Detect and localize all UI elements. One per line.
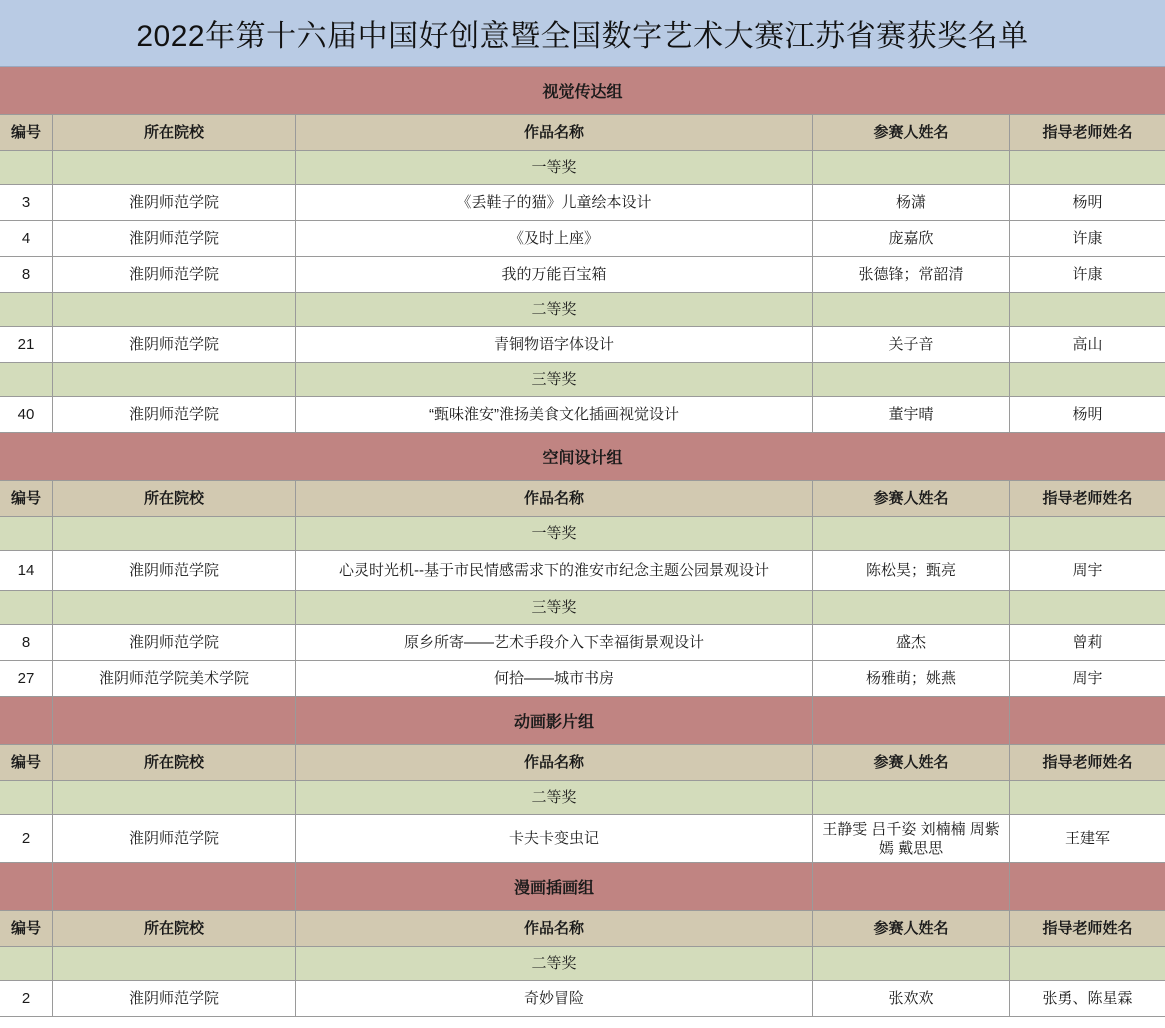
table-row — [0, 661, 1165, 697]
cell-work-title: 心灵时光机--基于市民情感需求下的淮安市纪念主题公园景观设计 — [296, 551, 813, 590]
prize-empty-cell — [0, 151, 53, 184]
header-teacher: 指导老师姓名 — [1042, 919, 1133, 937]
prize-level-label: 二等奖 — [296, 293, 813, 326]
prize-empty-cell — [53, 363, 296, 396]
header-work-title: 作品名称 — [296, 745, 813, 780]
header-work-title: 作品名称 — [296, 115, 813, 150]
column-header-row — [0, 745, 1165, 781]
header-school: 所在院校 — [53, 115, 296, 150]
table-row — [0, 327, 1165, 363]
cell-entrant: 张欢欢 — [813, 981, 1010, 1016]
cell-number: 2 — [0, 815, 53, 862]
cell-entrant: 盛杰 — [813, 625, 1010, 660]
prize-level-row — [0, 293, 1165, 327]
prize-empty-cell — [1010, 947, 1165, 980]
prize-level-row — [0, 781, 1165, 815]
cell-number: 14 — [0, 551, 53, 590]
cell-work-title: 《及时上座》 — [296, 221, 813, 256]
cell-school: 淮阴师范学院 — [53, 221, 296, 256]
prize-empty-cell — [1010, 517, 1165, 550]
cell-teacher: 杨明 — [1072, 406, 1103, 423]
cell-entrant: 杨潇 — [813, 185, 1010, 220]
prize-empty-cell — [813, 781, 1010, 814]
award-table — [0, 67, 1165, 1017]
prize-empty-cell — [0, 781, 53, 814]
prize-empty-cell — [1010, 781, 1165, 814]
page-title: 2022年第十六届中国好创意暨全国数字艺术大赛江苏省赛获奖名单 — [0, 0, 1165, 67]
group-title: 漫画插画组 — [296, 863, 813, 910]
table-row — [0, 221, 1165, 257]
cell-entrant: 董宇晴 — [813, 397, 1010, 432]
cell-entrant: 张德锋；常韶清 — [813, 257, 1010, 292]
group-title: 动画影片组 — [296, 697, 813, 744]
prize-empty-cell — [53, 591, 296, 624]
cell-number: 27 — [0, 661, 53, 696]
table-row — [0, 815, 1165, 863]
prize-level-row — [0, 517, 1165, 551]
cell-teacher: 曾莉 — [1072, 634, 1103, 651]
table-row — [0, 625, 1165, 661]
prize-empty-cell — [53, 293, 296, 326]
cell-school: 淮阴师范学院 — [53, 551, 296, 590]
cell-teacher: 杨明 — [1072, 194, 1103, 211]
cell-entrant: 关子音 — [813, 327, 1010, 362]
header-teacher: 指导老师姓名 — [1042, 123, 1133, 141]
column-header-row — [0, 481, 1165, 517]
prize-empty-cell — [0, 947, 53, 980]
cell-teacher: 王建军 — [1064, 830, 1110, 847]
group-band-cell — [53, 863, 296, 910]
prize-level-label: 二等奖 — [296, 947, 813, 980]
cell-number: 21 — [0, 327, 53, 362]
cell-work-title: 卡夫卡变虫记 — [296, 815, 813, 862]
cell-entrant: 庞嘉欣 — [813, 221, 1010, 256]
cell-school: 淮阴师范学院 — [53, 625, 296, 660]
prize-empty-cell — [813, 591, 1010, 624]
prize-level-row — [0, 947, 1165, 981]
prize-level-label: 一等奖 — [296, 151, 813, 184]
group-title-band — [0, 697, 1165, 745]
header-number: 编号 — [0, 745, 53, 780]
prize-empty-cell — [53, 151, 296, 184]
prize-level-label: 二等奖 — [296, 781, 813, 814]
cell-number: 8 — [0, 625, 53, 660]
prize-empty-cell — [1010, 591, 1165, 624]
prize-level-row — [0, 591, 1165, 625]
prize-level-label: 三等奖 — [296, 591, 813, 624]
cell-number: 3 — [0, 185, 53, 220]
group-band-cell — [1010, 697, 1165, 744]
prize-level-label: 三等奖 — [296, 363, 813, 396]
group-band-cell — [1010, 863, 1165, 910]
header-entrant: 参赛人姓名 — [813, 481, 1010, 516]
prize-empty-cell — [1010, 363, 1165, 396]
cell-teacher: 许康 — [1072, 230, 1103, 247]
prize-empty-cell — [813, 363, 1010, 396]
cell-work-title: 奇妙冒险 — [296, 981, 813, 1016]
cell-school: 淮阴师范学院 — [53, 815, 296, 862]
column-header-row — [0, 115, 1165, 151]
group-band-cell — [53, 697, 296, 744]
cell-number: 8 — [0, 257, 53, 292]
group-band-cell — [0, 697, 53, 744]
prize-level-label: 一等奖 — [296, 517, 813, 550]
cell-number: 40 — [0, 397, 53, 432]
table-row — [0, 981, 1165, 1017]
cell-teacher: 周宇 — [1072, 562, 1103, 579]
prize-empty-cell — [53, 947, 296, 980]
cell-work-title: 何拾——城市书房 — [296, 661, 813, 696]
prize-empty-cell — [1010, 293, 1165, 326]
header-school: 所在院校 — [53, 481, 296, 516]
group-title: 空间设计组 — [0, 433, 1165, 481]
cell-entrant: 王静雯 吕千姿 刘楠楠 周紫嫣 戴思思 — [813, 815, 1010, 862]
prize-empty-cell — [0, 293, 53, 326]
header-teacher: 指导老师姓名 — [1042, 753, 1133, 771]
cell-teacher: 高山 — [1072, 336, 1103, 353]
cell-school: 淮阴师范学院 — [53, 981, 296, 1016]
prize-empty-cell — [0, 517, 53, 550]
prize-empty-cell — [53, 517, 296, 550]
header-entrant: 参赛人姓名 — [813, 115, 1010, 150]
header-teacher: 指导老师姓名 — [1042, 489, 1133, 507]
group-band-cell — [813, 863, 1010, 910]
prize-empty-cell — [0, 363, 53, 396]
header-school: 所在院校 — [53, 911, 296, 946]
cell-school: 淮阴师范学院美术学院 — [53, 661, 296, 696]
cell-work-title: 原乡所寄——艺术手段介入下幸福街景观设计 — [296, 625, 813, 660]
table-row — [0, 257, 1165, 293]
header-number: 编号 — [0, 911, 53, 946]
cell-work-title: 我的万能百宝箱 — [296, 257, 813, 292]
table-row — [0, 397, 1165, 433]
cell-school: 淮阴师范学院 — [53, 327, 296, 362]
cell-teacher: 周宇 — [1072, 670, 1103, 687]
cell-number: 2 — [0, 981, 53, 1016]
cell-school: 淮阴师范学院 — [53, 397, 296, 432]
header-entrant: 参赛人姓名 — [813, 911, 1010, 946]
prize-level-row — [0, 363, 1165, 397]
cell-work-title: “甄味淮安”淮扬美食文化插画视觉设计 — [296, 397, 813, 432]
cell-entrant: 陈松昊；甄亮 — [813, 551, 1010, 590]
group-title: 视觉传达组 — [0, 67, 1165, 115]
prize-empty-cell — [813, 293, 1010, 326]
cell-school: 淮阴师范学院 — [53, 257, 296, 292]
header-work-title: 作品名称 — [296, 911, 813, 946]
header-number: 编号 — [0, 481, 53, 516]
cell-entrant: 杨雅萌；姚燕 — [813, 661, 1010, 696]
prize-empty-cell — [813, 151, 1010, 184]
header-entrant: 参赛人姓名 — [813, 745, 1010, 780]
table-row — [0, 185, 1165, 221]
cell-work-title: 《丢鞋子的猫》儿童绘本设计 — [296, 185, 813, 220]
cell-school: 淮阴师范学院 — [53, 185, 296, 220]
cell-work-title: 青铜物语字体设计 — [296, 327, 813, 362]
header-work-title: 作品名称 — [296, 481, 813, 516]
cell-teacher: 张勇、陈星霖 — [1042, 990, 1133, 1007]
prize-empty-cell — [813, 947, 1010, 980]
prize-empty-cell — [813, 517, 1010, 550]
prize-level-row — [0, 151, 1165, 185]
table-row — [0, 551, 1165, 591]
cell-teacher: 许康 — [1072, 266, 1103, 283]
group-band-cell — [813, 697, 1010, 744]
prize-empty-cell — [0, 591, 53, 624]
group-title-band — [0, 863, 1165, 911]
prize-empty-cell — [1010, 151, 1165, 184]
prize-empty-cell — [53, 781, 296, 814]
column-header-row — [0, 911, 1165, 947]
group-band-cell — [0, 863, 53, 910]
header-school: 所在院校 — [53, 745, 296, 780]
header-number: 编号 — [0, 115, 53, 150]
cell-number: 4 — [0, 221, 53, 256]
